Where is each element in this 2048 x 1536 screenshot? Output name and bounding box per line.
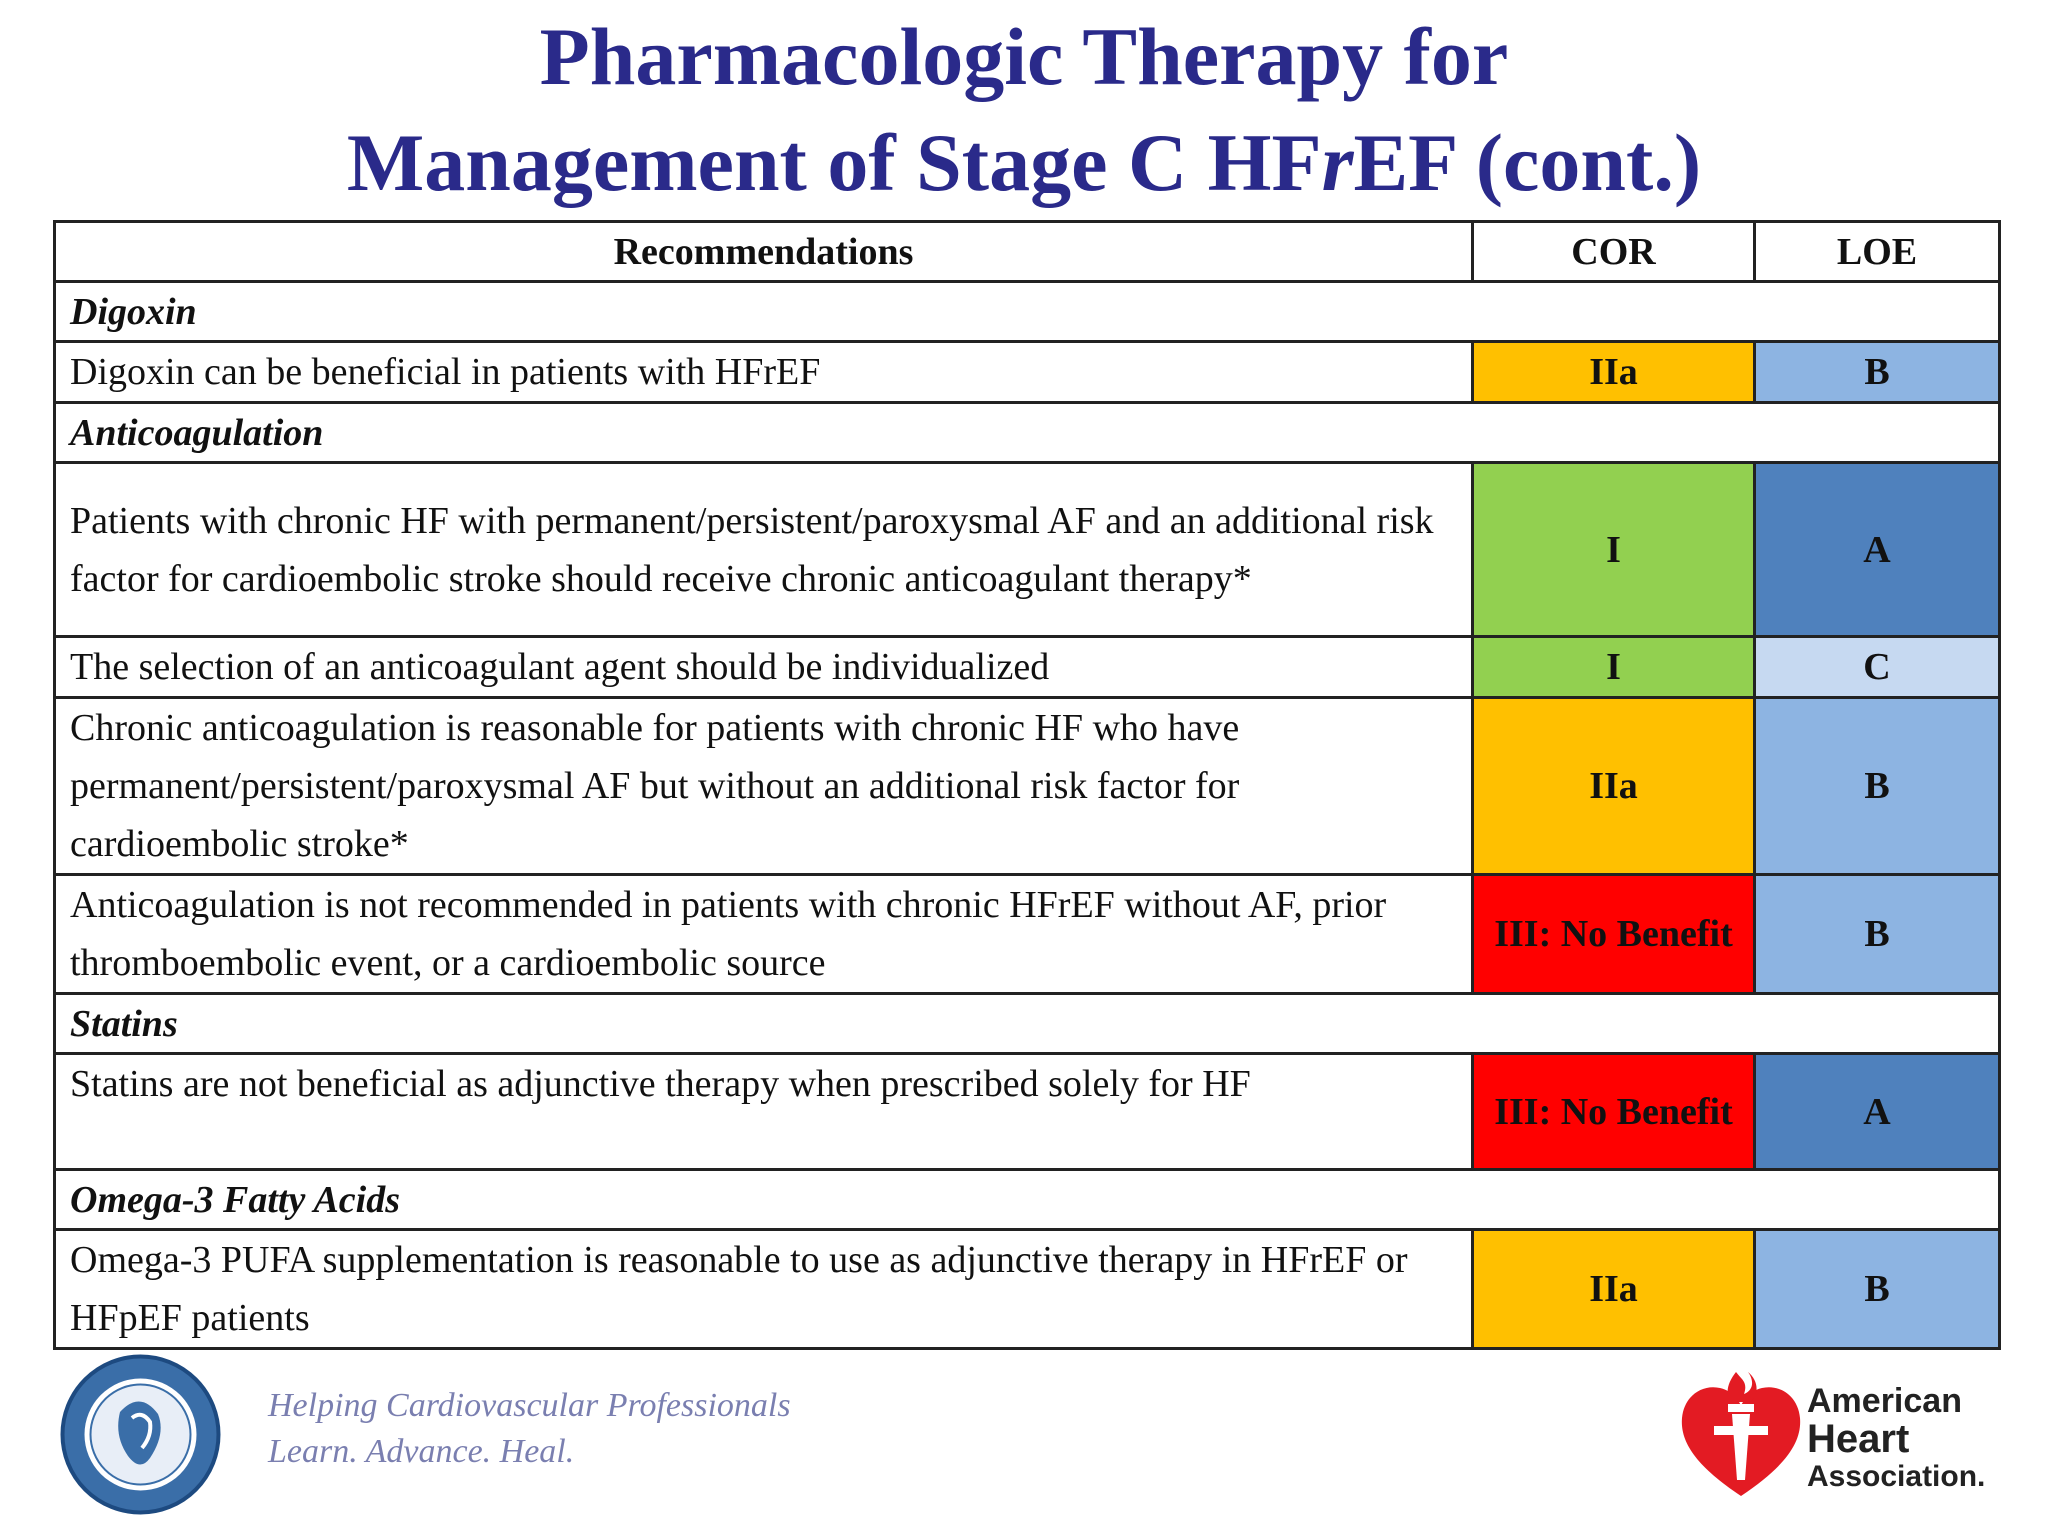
recommendation-text: Chronic anticoagulation is reasonable for patients with chronic HF who have permanent/persistent/paroxysmal AF but without an additional risk factor for cardioembolic stroke* bbox=[55, 698, 1473, 875]
aha-word-heart: Heart bbox=[1807, 1417, 1910, 1461]
table-row bbox=[55, 875, 2000, 994]
table-row bbox=[55, 637, 2000, 698]
header-cor: COR bbox=[1473, 222, 1755, 282]
section-row-digoxin bbox=[55, 282, 2000, 342]
table-row bbox=[55, 1230, 2000, 1349]
table-row bbox=[55, 698, 2000, 875]
title-line-2-start: Management of Stage C HF bbox=[346, 117, 1322, 208]
loe-cell: B bbox=[1755, 698, 2000, 875]
slide-title bbox=[0, 4, 2048, 216]
recommendation-text: The selection of an anticoagulant agent should be individualized bbox=[55, 637, 1473, 698]
section-row-statins bbox=[55, 994, 2000, 1054]
section-row-omega3 bbox=[55, 1170, 2000, 1230]
acc-seal-logo bbox=[58, 1352, 223, 1517]
section-row-anticoagulation bbox=[55, 403, 2000, 463]
cor-cell: IIa bbox=[1473, 342, 1755, 403]
title-line-2-end: EF (cont.) bbox=[1353, 117, 1702, 208]
cor-cell: III: No Benefit bbox=[1473, 875, 1755, 994]
tagline-line-1: Helping Cardiovascular Professionals bbox=[268, 1387, 791, 1424]
recommendation-text: Omega-3 PUFA supplementation is reasonable to use as adjunctive therapy in HFrEF or HFpEF patients bbox=[55, 1230, 1473, 1349]
loe-cell: C bbox=[1755, 637, 2000, 698]
aha-heart-torch-icon bbox=[1676, 1368, 1806, 1500]
aha-word-association: Association. bbox=[1807, 1460, 1986, 1493]
aha-wordmark bbox=[1807, 1382, 1985, 1496]
title-line-1: Pharmacologic Therapy for bbox=[539, 11, 1509, 102]
recommendations-table bbox=[53, 220, 2001, 1350]
section-title: Anticoagulation bbox=[55, 403, 2000, 463]
section-title: Statins bbox=[55, 994, 2000, 1054]
section-title: Omega-3 Fatty Acids bbox=[55, 1170, 2000, 1230]
header-recommendations: Recommendations bbox=[55, 222, 1473, 282]
loe-cell: B bbox=[1755, 875, 2000, 994]
table-row bbox=[55, 342, 2000, 403]
table-header-row bbox=[55, 222, 2000, 282]
recommendation-text: Digoxin can be beneficial in patients with HFrEF bbox=[55, 342, 1473, 403]
acc-tagline bbox=[268, 1383, 791, 1475]
title-line-2-italic: r bbox=[1321, 117, 1354, 208]
recommendation-text: Anticoagulation is not recommended in patients with chronic HFrEF without AF, prior thromboembolic event, or a cardioembolic source bbox=[55, 875, 1473, 994]
loe-cell: A bbox=[1755, 1054, 2000, 1170]
cor-cell: IIa bbox=[1473, 698, 1755, 875]
cor-cell: III: No Benefit bbox=[1473, 1054, 1755, 1170]
recommendation-text: Patients with chronic HF with permanent/persistent/paroxysmal AF and an additional risk factor for cardioembolic stroke should receive chronic anticoagulant therapy* bbox=[55, 463, 1473, 637]
table-row bbox=[55, 1054, 2000, 1170]
recommendation-text: Statins are not beneficial as adjunctive therapy when prescribed solely for HF bbox=[55, 1054, 1473, 1170]
aha-word-american: American bbox=[1807, 1382, 1962, 1420]
cor-cell: I bbox=[1473, 637, 1755, 698]
cor-cell: IIa bbox=[1473, 1230, 1755, 1349]
loe-cell: B bbox=[1755, 1230, 2000, 1349]
title-line-2 bbox=[0, 110, 2048, 216]
header-loe: LOE bbox=[1755, 222, 2000, 282]
cor-cell: I bbox=[1473, 463, 1755, 637]
loe-cell: B bbox=[1755, 342, 2000, 403]
loe-cell: A bbox=[1755, 463, 2000, 637]
section-title: Digoxin bbox=[55, 282, 2000, 342]
tagline-line-2: Learn. Advance. Heal. bbox=[268, 1433, 575, 1470]
table-row bbox=[55, 463, 2000, 637]
